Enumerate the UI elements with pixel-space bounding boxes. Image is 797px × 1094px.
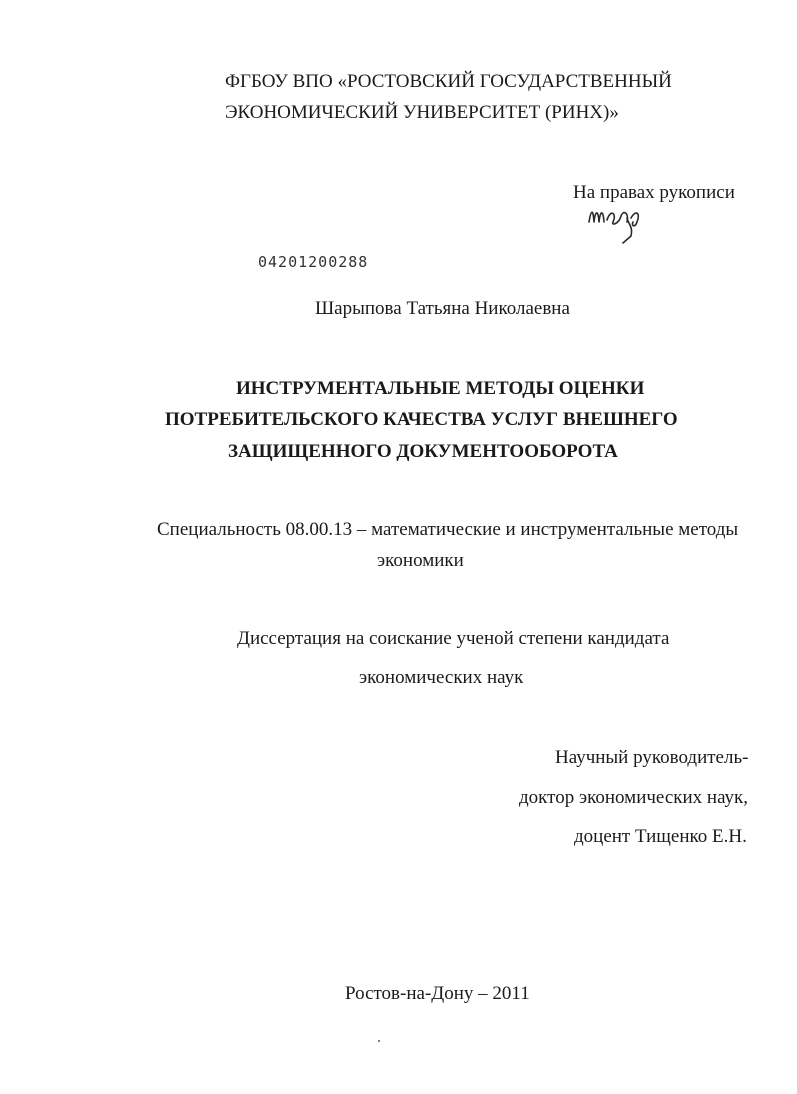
degree-line-1: Диссертация на соискание ученой степени кандидата [237, 628, 670, 649]
supervisor-line-2: доктор экономических наук, [519, 787, 749, 808]
specialty-line-2: экономики [377, 550, 464, 571]
thesis-title-line-1: ИНСТРУМЕНТАЛЬНЫЕ МЕТОДЫ ОЦЕНКИ [236, 378, 645, 399]
supervisor-line-3: доцент Тищенко Е.Н. [574, 826, 747, 847]
author-name: Шарыпова Татьяна Николаевна [315, 298, 570, 319]
handwritten-signature [585, 196, 665, 246]
registration-number: 04201200288 [258, 253, 369, 271]
scan-speck [378, 1040, 380, 1042]
university-name-line-2: ЭКОНОМИЧЕСКИЙ УНИВЕРСИТЕТ (РИНХ)» [225, 102, 619, 123]
specialty-line-1: Специальность 08.00.13 – математические и инструментальные методы [157, 519, 739, 540]
rights-note: На правах рукописи [573, 182, 735, 203]
university-name-line-1: ФГБОУ ВПО «РОСТОВСКИЙ ГОСУДАРСТВЕННЫЙ [225, 71, 672, 92]
degree-line-2: экономических наук [359, 667, 524, 688]
thesis-title-line-3: ЗАЩИЩЕННОГО ДОКУМЕНТООБОРОТА [228, 441, 618, 462]
thesis-title-line-2: ПОТРЕБИТЕЛЬСКОГО КАЧЕСТВА УСЛУГ ВНЕШНЕГО [165, 409, 678, 430]
place-and-year: Ростов-на-Дону – 2011 [345, 983, 530, 1004]
supervisor-line-1: Научный руководитель- [555, 747, 749, 768]
